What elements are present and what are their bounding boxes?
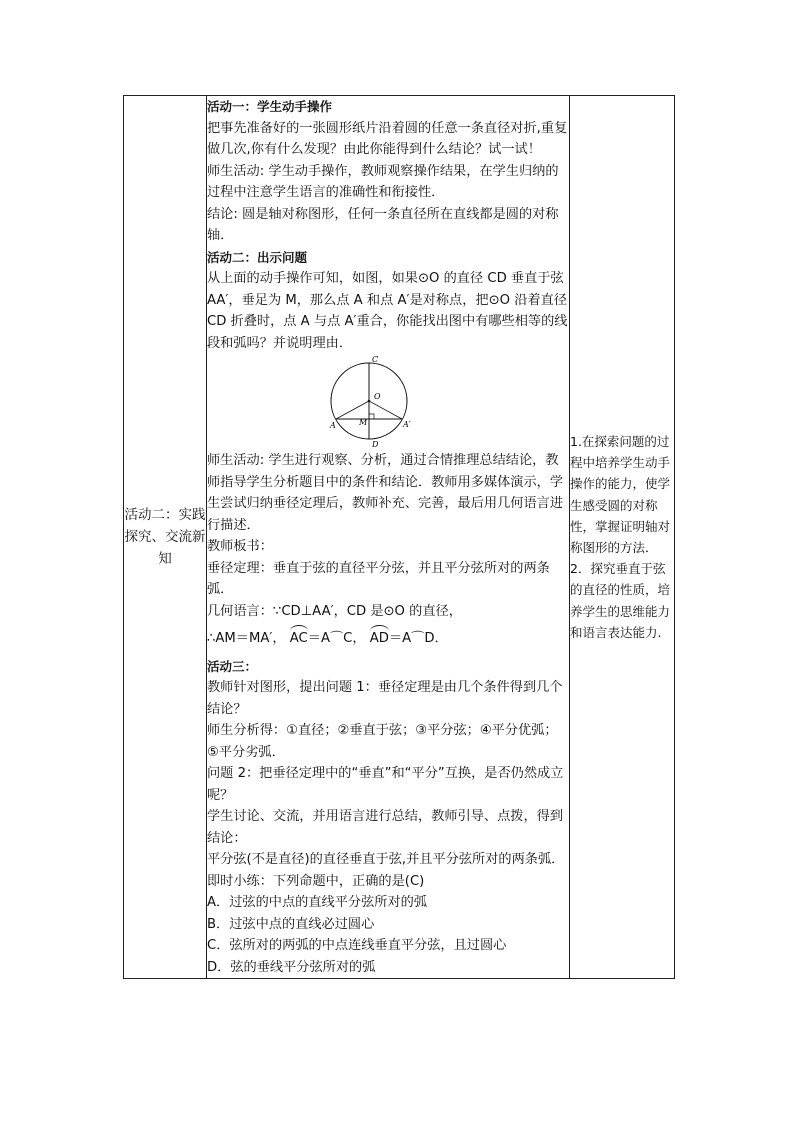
lesson-plan-table	[123, 95, 675, 979]
center-dot	[368, 400, 371, 403]
arc-equality-2: ＝A⌒D．	[388, 631, 448, 646]
option-c: C．弦所对的两弧的中点连线垂直平分弦，且过圆心	[207, 938, 507, 953]
circle-diagram-svg	[331, 357, 441, 447]
arc-equality-1: ＝A⌒C，	[307, 631, 366, 646]
label-m: M	[359, 418, 368, 427]
board-title: 教师板书：	[207, 539, 273, 554]
geometry-language: 几何语言：∵CD⊥AA′，CD 是⊙O 的直径，	[207, 603, 462, 619]
arc-ad: AD	[370, 628, 389, 650]
activity1-teacher-student: 师生活动: 学生动手操作，教师观察操作结果，在学生归纳的过程中注意学生语言的准确性和衔接性．	[207, 163, 559, 200]
label-a: A	[330, 421, 336, 430]
option-b: B．过弦中点的直线必过圆心	[207, 916, 375, 932]
activity1-title: 活动一：学生动手操作	[207, 99, 333, 114]
label-c: C	[372, 355, 379, 364]
question-1: 教师针对图形，提出问题 1：垂径定理是由几个条件得到几个结论？	[207, 680, 563, 717]
design-point-2: 2．探究垂直于弦的直径的性质，培养学生的思维能力和语言表达能力.	[570, 561, 671, 640]
activity1-task: 把事先准备好的一张圆形纸片沿着圆的任意一条直径对折,重复做几次,你有什么发现？由此你能得到什么结论？试一试！	[207, 120, 568, 157]
design-point-1: 1.在探索问题的过程中培养学生动手操作的能力，使学生感受圆的对称性，掌握证明轴对称图形的方法．	[570, 433, 671, 555]
geometry-conclusion	[207, 628, 569, 650]
arc-ac: AC	[290, 628, 308, 650]
segment-oa	[336, 401, 369, 419]
activity2-question: 从上面的动手操作可知，如图，如果⊙O 的直径 CD 垂直于弦 AA′，垂足为 M，那么点 A 和点 A′是对称点，把⊙O 沿着直径 CD 折叠时，点 A 与点 A′重合，你能找出图中有哪些相等的线段和弧吗？并说明理由．	[207, 271, 568, 351]
stage-label-cell	[124, 96, 207, 979]
activity-content-cell	[207, 96, 570, 979]
option-a: A．过弦的中点的直线平分弦所对的弧	[207, 895, 428, 910]
option-d: D．弦的垂线平分弦所对的弧	[207, 959, 376, 975]
design-intent-cell	[570, 96, 675, 979]
activity3-conclusion: 平分弦(不是直径)的直径垂直于弦,并且平分弦所对的两条弧．	[207, 852, 565, 867]
label-a-prime: A′	[403, 420, 411, 429]
stage-label: 活动二：实践探究、交流新知	[124, 507, 206, 567]
circle-diagram	[207, 357, 569, 447]
label-d: D	[372, 440, 379, 449]
practice-question: 即时小练：下列命题中，正确的是(C)	[207, 873, 425, 889]
activity2-title: 活动二：出示问题	[207, 249, 308, 265]
activity1-conclusion: 结论: 圆是轴对称图形，任何一条直径所在直线都是圆的对称轴．	[207, 206, 559, 243]
activity3-title: 活动三：	[207, 658, 258, 674]
therefore-statement: ∴AM＝MA′，	[207, 631, 286, 646]
discussion-text: 学生讨论、交流，并用语言进行总结，教师引导、点拨，得到结论：	[207, 809, 564, 846]
right-angle-mark	[369, 414, 374, 419]
perpendicular-diameter-theorem: 垂径定理：垂直于弦的直径平分弦，并且平分弦所对的两条弧．	[207, 560, 550, 597]
label-o: O	[374, 392, 381, 401]
question-2: 问题 2：把垂径定理中的“垂直”和“平分”互换，是否仍然成立呢？	[207, 766, 564, 803]
analysis-result: 师生分析得：①直径；②垂直于弦；③平分弦；④平分优弧；⑤平分劣弧．	[207, 723, 558, 760]
activity2-teacher-student: 师生活动: 学生进行观察、分析，通过合情推理总结结论，教师指导学生分析题目中的条件和结论．教师用多媒体演示，学生尝试归纳垂径定理后，教师补充、完善，最后用几何语言进行描述．	[207, 453, 564, 533]
